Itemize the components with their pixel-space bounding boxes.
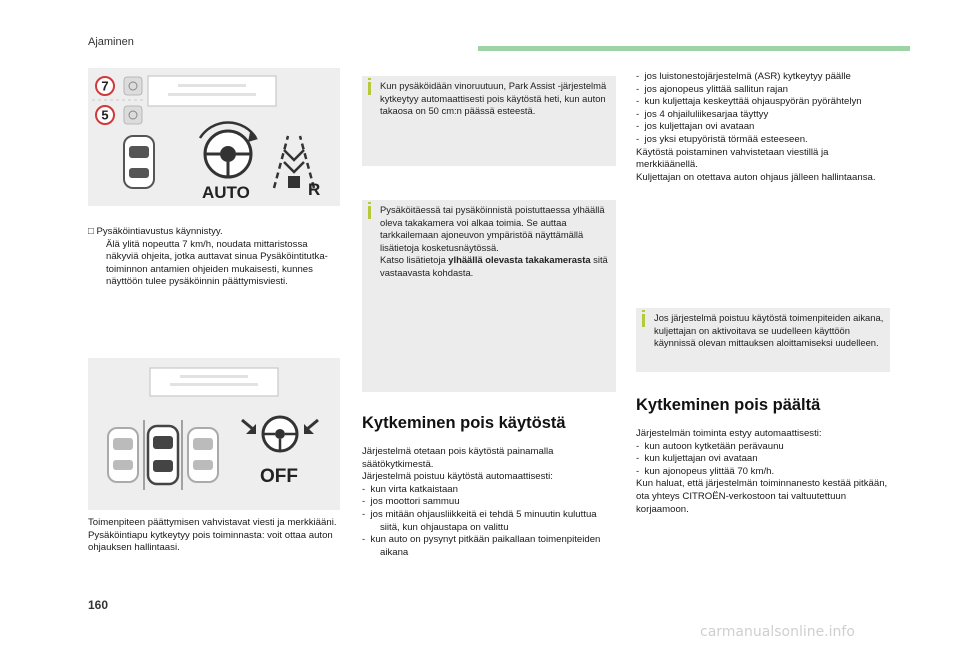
badge-5-icon (96, 106, 114, 124)
heading-disable: Kytkeminen pois käytöstä (362, 414, 566, 432)
figure-illustration (88, 358, 340, 510)
note-text: Kun pysäköidään vinoruutuun, Park Assist -järjestelmä kytkeytyy automaattisesti pois käytöstä heti, kun auton takaosa on 50 cm:n päässä esteestä. (380, 80, 607, 117)
list-item: - kun autoon kytketään perävaunu (636, 440, 784, 452)
figure-park-assist-off (88, 358, 340, 510)
info-icon (642, 314, 645, 327)
parked-cars-icon (108, 420, 218, 490)
list-item: - jos kuljettajan ovi avataan (636, 121, 755, 133)
middle-section-text (362, 446, 618, 559)
paragraph: Järjestelmän toiminta estyy automaattisesti: (636, 428, 822, 439)
park-sensor-icon (124, 106, 142, 124)
list-item: - kun kuljettajan ovi avataan (636, 453, 758, 465)
paragraph: Toimenpiteen päättymisen vahvistavat viesti ja merkkiääni. (88, 517, 337, 528)
page-number: 160 (88, 598, 109, 612)
info-icon (368, 206, 371, 219)
checkbox-icon: □ (88, 226, 94, 237)
heading-off: Kytkeminen pois päältä (636, 396, 821, 414)
note-ref-prefix: Katso lisätietoja (380, 254, 449, 266)
paragraph: Kuljettajan on otettava auton ohjaus jälleen hallintaansa. (636, 171, 876, 183)
note-ref-bold: ylhäällä olevasta takakamerasta (448, 254, 591, 266)
list-item: - jos moottori sammuu (362, 496, 460, 508)
list-item: - kun ajonopeus ylittää 70 km/h. (636, 465, 775, 477)
paragraph: Kun haluat, että järjestelmän toiminnanesto kestää pitkään, ota yhteys CITROËN-verkostoon tai valtuutettuun korjaamoon. (636, 478, 888, 515)
note-text: Pysäköitäessä tai pysäköinnistä poistuttaessa ylhäällä oleva takakamera voi alkaa toimia. Se auttaa tarkkailemaan ajoneuvon ympäristöä näyttämällä lisätietoja kosketusnäytössä. (380, 204, 605, 253)
list-item: - kun auto on pysynyt pitkään paikallaan toimenpiteiden aikana (362, 534, 601, 558)
car-top-view-icon (124, 136, 154, 188)
right-section-text (636, 428, 892, 516)
svg-text:7: 7 (101, 78, 109, 94)
paragraph: Pysäköintiapu kytkeytyy pois toiminnasta: voit ottaa auton ohjauksen hallintaasi. (88, 529, 333, 554)
list-item: - jos ajonopeus ylittää sallitun rajan (636, 83, 788, 95)
auto-label: AUTO (202, 183, 250, 202)
left-bottom-text (88, 517, 342, 555)
left-instruction (88, 226, 342, 289)
info-icon (368, 82, 371, 95)
off-label: OFF (260, 466, 298, 487)
badge-7-icon (96, 77, 114, 95)
header-accent-bar (478, 46, 910, 51)
list-item: - jos mitään ohjausliikkeitä ei tehdä 5 minuutin kuluttua siitä, kun ohjaustapa on valittu (362, 508, 597, 533)
steering-wheel-icon (242, 417, 318, 451)
paragraph: Järjestelmä otetaan pois käytöstä painamalla säätökytkimestä. (362, 446, 554, 470)
paragraph: Järjestelmä poistuu käytöstä automaattisesti: (362, 471, 553, 483)
steering-wheel-icon (200, 122, 258, 177)
svg-text:5: 5 (101, 107, 109, 123)
note-ref-suffix: sitä vastaavasta kohdasta. (380, 254, 608, 278)
figure-illustration (88, 68, 340, 206)
bullet-text: Pysäköintiavustus käynnistyy. (96, 226, 223, 237)
list-item: - kun kuljettaja keskeyttää ohjauspyörän pyörähtelyn (636, 96, 862, 108)
list-item: - jos 4 ohjailuliikesarjaa täyttyy (636, 108, 769, 120)
list-item: - kun virta katkaistaan (362, 483, 458, 495)
section-header: Ajaminen (88, 36, 134, 48)
note-text: Jos järjestelmä poistuu käytöstä toimenpiteiden aikana, kuljettajan on aktivoitava se uudelleen käyttöön käynnissä olevan mittauksen aloittamiseksi uudelleen. (654, 312, 884, 349)
paragraph: Käytöstä poistaminen vahvistetaan viestillä ja merkkiäänellä. (636, 146, 829, 171)
info-note (362, 76, 616, 166)
r-label: R (308, 180, 321, 199)
list-item: - jos yksi etupyöristä törmää esteeseen. (636, 133, 808, 145)
info-note (362, 200, 616, 392)
instruction-body: Älä ylitä nopeutta 7 km/h, noudata mittaristossa näkyviä ohjeita, jotka auttavat sinua Pysäköintitutka-toiminnon antamien ohjeiden mukaisesti, kunnes näyttöön tulee pysäköinnin päättymisviesti. (106, 238, 328, 288)
list-item: - jos luistonestojärjestelmä (ASR) kytkeytyy päälle (636, 71, 851, 82)
figure-park-assist-auto (88, 68, 340, 206)
park-sensor-icon (124, 77, 142, 95)
watermark: carmanualsonline.info (700, 624, 855, 640)
right-top-text (636, 71, 892, 184)
info-note (636, 308, 890, 372)
